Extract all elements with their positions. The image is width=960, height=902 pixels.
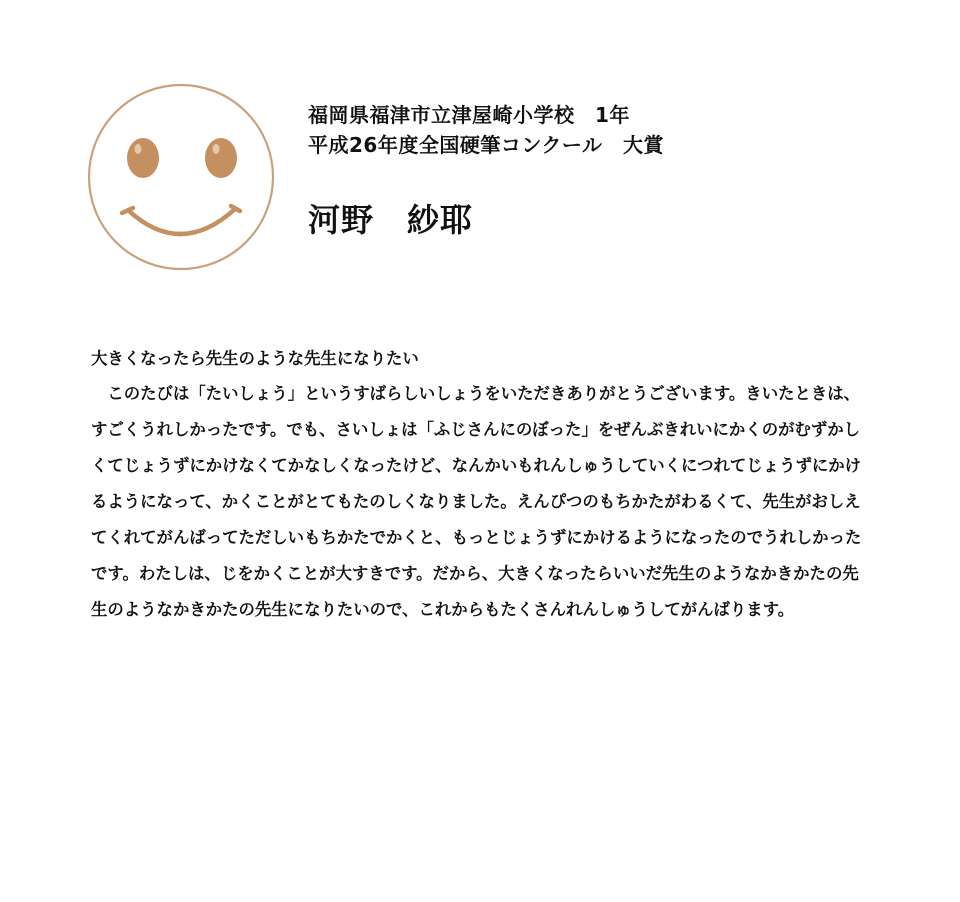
smiley-outline [89, 85, 273, 269]
essay [91, 345, 871, 628]
smiley-face-icon [87, 83, 275, 271]
author-name: 河野 紗耶 [308, 201, 474, 239]
essay-title: 大きくなったら先生のような先生になりたい [91, 349, 419, 368]
smiley-right-eye [205, 138, 237, 178]
school-name: 福岡県福津市立津屋崎小学校 1年 [308, 103, 630, 127]
award-header [308, 100, 928, 240]
award-title: 平成26年度全国硬筆コンクール 大賞 [308, 133, 665, 157]
smiley-right-eye-highlight [213, 144, 220, 154]
smiley-left-eye [127, 138, 159, 178]
smiley-left-eye-highlight [135, 144, 142, 154]
essay-body: このたびは「たいしょう」というすばらしいしょうをいただきありがとうございます。きいたときは、すごくうれしかったです。でも、さいしょは「ふじさんにのぼった」をぜんぶきれいにかくのがむずかしくてじょうずにかけなくてかなしくなったけど、なんかいもれんしゅうしていくにつれてじょうずにかけるようになって、かくことがとてもたのしくなりました。えんぴつのもちかたがわるくて、先生がおしえてくれてがんばってただしいもちかたでかくと、もっとじょうずにかけるようになったのでうれしかったです。わたしは、じをかくことが大すきです。だから、大きくなったらいいだ先生のようなかきかたの先生のようなかきかたの先生になりたいので、これからもたくさんれんしゅうしてがんばります。 [91, 384, 862, 619]
